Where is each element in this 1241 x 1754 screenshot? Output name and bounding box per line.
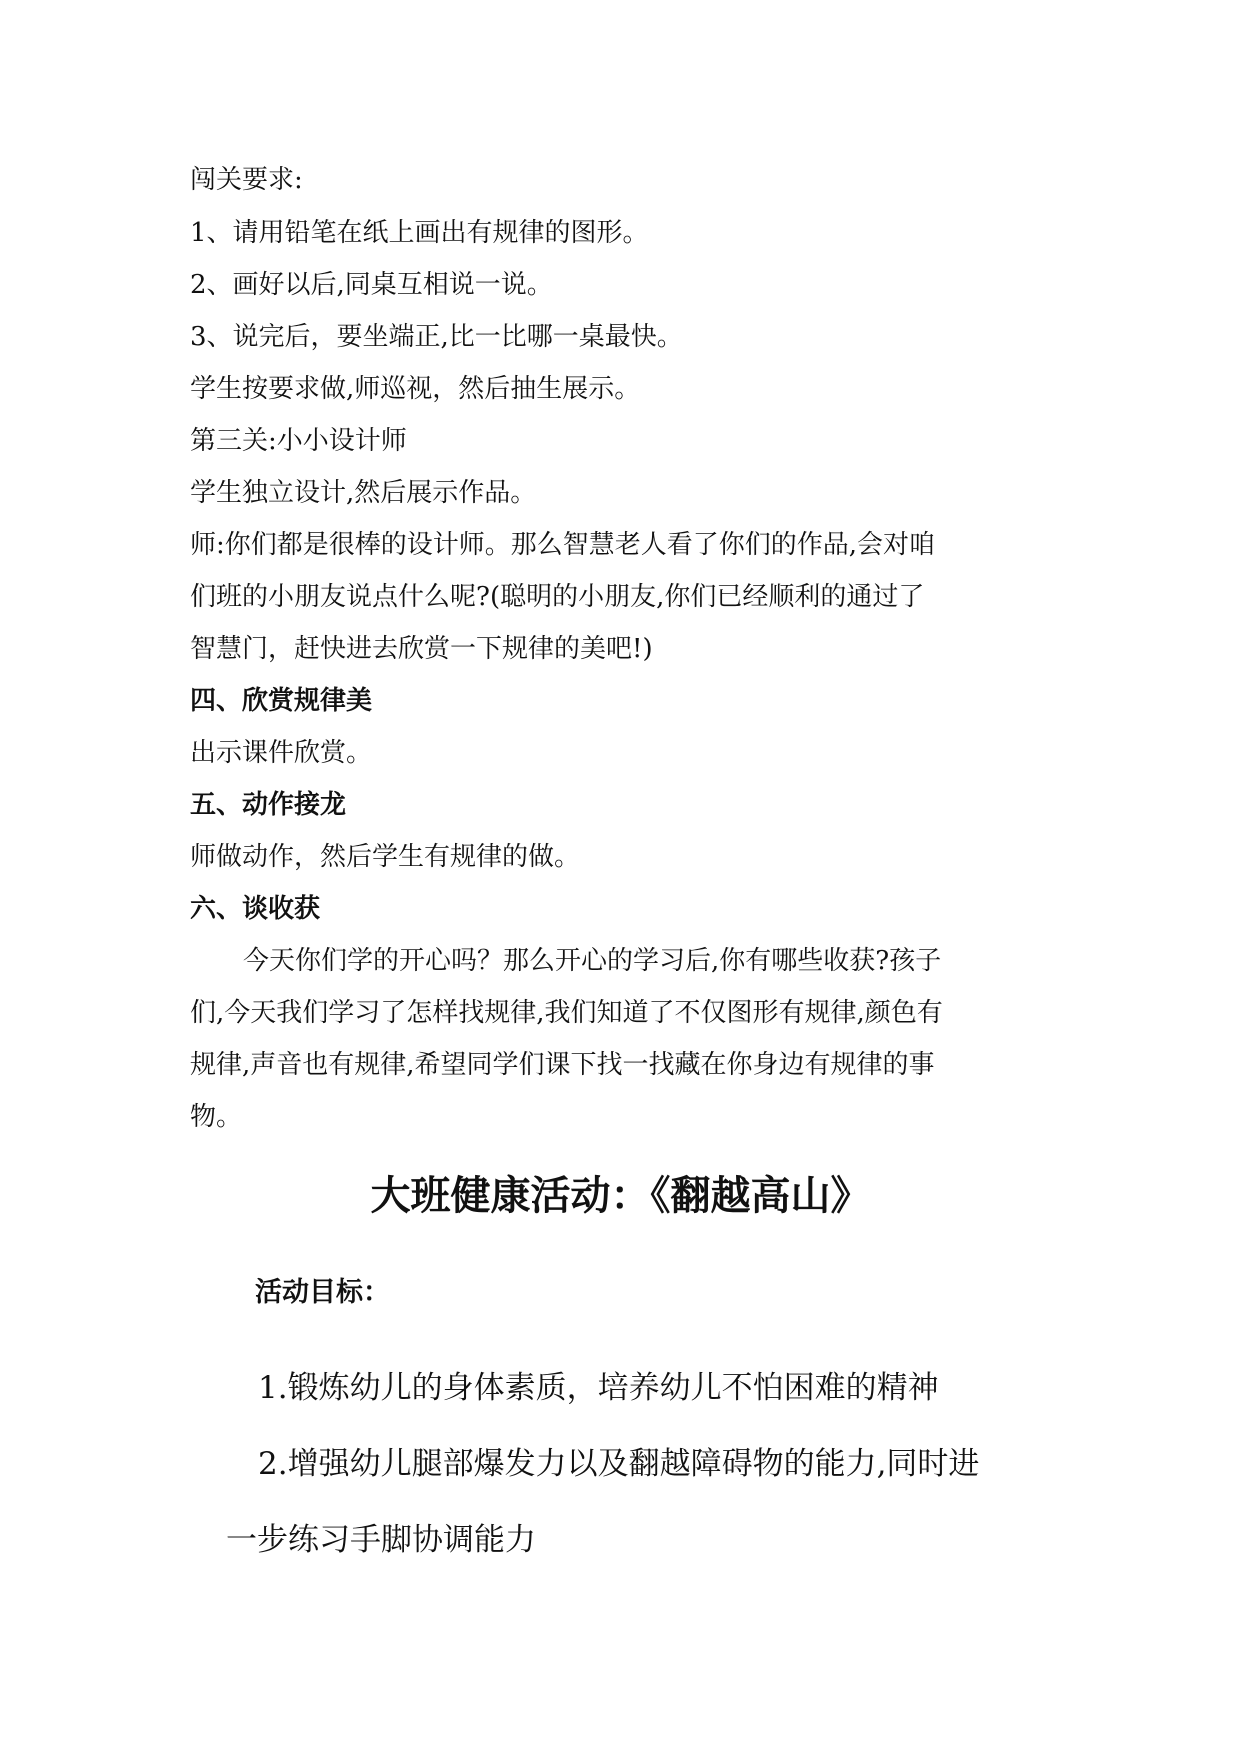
text-line: 今天你们学的开心吗？那么开心的学习后,你有哪些收获?孩子 <box>243 946 942 976</box>
text-line: 1、请用铅笔在纸上画出有规律的图形。 <box>190 218 649 248</box>
goal-item: 1.锻炼幼儿的身体素质，培养幼儿不怕困难的精神 <box>258 1370 939 1406</box>
text-line: 出示课件欣赏。 <box>190 738 373 768</box>
goal-item: 一步练习手脚协调能力 <box>226 1522 536 1558</box>
text-line: 们,今天我们学习了怎样找规律,我们知道了不仅图形有规律,颜色有 <box>190 998 943 1028</box>
text-line: 师:你们都是很棒的设计师。那么智慧老人看了你们的作品,会对咱 <box>190 530 936 560</box>
text-line: 闯关要求: <box>190 165 303 195</box>
text-line: 3、说完后，要坐端正,比一比哪一桌最快。 <box>190 322 683 352</box>
text-line: 智慧门，赶快进去欣赏一下规律的美吧!) <box>190 634 653 664</box>
text-line: 2、画好以后,同桌互相说一说。 <box>190 270 553 300</box>
text-line: 学生按要求做,师巡视，然后抽生展示。 <box>190 374 641 404</box>
text-line: 们班的小朋友说点什么呢?(聪明的小朋友,你们已经顺利的通过了 <box>190 582 925 612</box>
section-heading: 四、欣赏规律美 <box>190 686 373 716</box>
section-heading: 五、动作接龙 <box>190 790 347 820</box>
text-line: 物。 <box>190 1102 243 1132</box>
text-line: 学生独立设计,然后展示作品。 <box>190 478 537 508</box>
section-heading: 六、谈收获 <box>190 894 321 924</box>
text-line: 规律,声音也有规律,希望同学们课下找一找藏在你身边有规律的事 <box>190 1050 935 1080</box>
goals-heading: 活动目标： <box>255 1277 390 1308</box>
text-line: 师做动作，然后学生有规律的做。 <box>190 842 581 872</box>
activity-title: 大班健康活动：《翻越高山》 <box>370 1173 871 1219</box>
text-line: 第三关:小小设计师 <box>190 426 407 456</box>
goal-item: 2.增强幼儿腿部爆发力以及翻越障碍物的能力,同时进 <box>258 1446 980 1482</box>
